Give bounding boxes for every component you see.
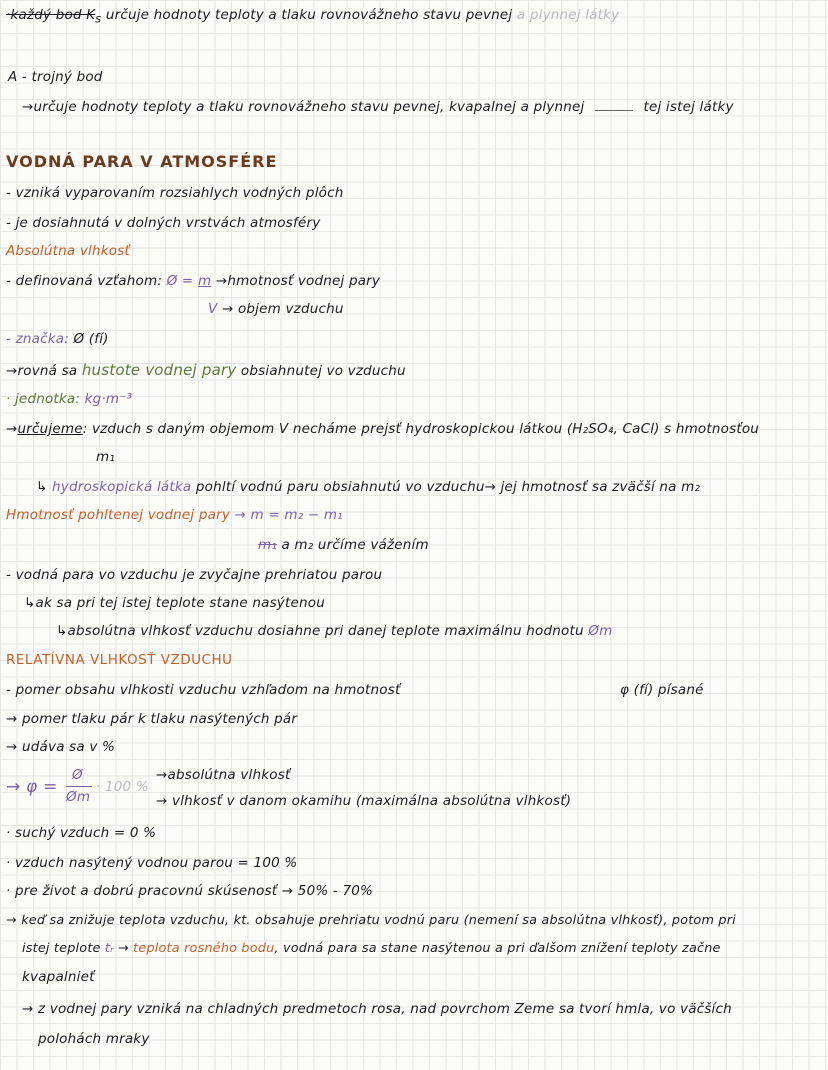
line-22-note: φ (fí) písané	[620, 682, 704, 698]
line-1-sub: s	[95, 12, 102, 26]
line-8	[6, 274, 380, 289]
line-33: polohách mraky	[38, 1031, 150, 1047]
line-17	[258, 538, 429, 553]
line-3-end: tej istej látky	[643, 99, 734, 115]
line-8-text: - definovaná vzťahom:	[6, 273, 163, 289]
line-11-highlight: hustote vodnej pary	[81, 361, 237, 379]
line-20	[56, 624, 612, 639]
formula-multiplier: · 100 %	[96, 779, 149, 795]
line-9	[208, 302, 344, 317]
line-1	[6, 8, 619, 26]
line-8-mass: m	[197, 273, 212, 289]
line-6: - je dosiahnutá v dolných vrstvách atmosféry	[6, 215, 321, 231]
line-31: kvapalnieť	[22, 969, 95, 985]
line-20-text: ↳absolútna vlhkosť vzduchu dosiahne pri danej teplote maximálnu hodnotu	[56, 623, 584, 639]
line-15-text: pohltí vodnú paru obsiahnutú vo vzduchu→ jej hmotnosť sa zväčší na m₂	[195, 479, 701, 495]
line-24: → udáva sa v %	[6, 739, 116, 755]
line-12-unit: kg·m⁻³	[84, 391, 133, 407]
line-30-end: , vodná para sa stane nasýtenou a pri ďalšom znížení teploty začne	[274, 941, 721, 956]
line-13-text: : vzduch s daným objemom V necháme prejsť hydroskopickou látkou (H₂SO₄, CaCl) s hmotnosťou	[82, 421, 760, 437]
line-15-arrow: ↳	[36, 479, 48, 495]
line-11	[6, 362, 406, 379]
line-8-note: →hmotnosť vodnej pary	[215, 273, 381, 289]
line-22-text: - pomer obsahu vlhkosti vzduchu vzhľadom na hmotnosť	[6, 682, 401, 698]
line-30	[22, 942, 721, 956]
line-16-formula: → m = m₂ − m₁	[234, 507, 343, 523]
line-17-text: a m₂ určíme vážením	[281, 537, 429, 553]
line-13	[6, 422, 759, 437]
line-16-heading: Hmotnosť pohltenej vodnej pary	[6, 507, 231, 523]
formula-denominator: Øm	[66, 789, 91, 805]
line-32: → z vodnej pary vzniká na chladných predmetoch rosa, nad povrchom Zeme sa tvorí hmla, vo väčších	[22, 1001, 732, 1017]
line-14: m₁	[96, 449, 115, 465]
line-1-start: ·každý bod K	[6, 7, 96, 23]
line-10-value: Ø (fí)	[73, 331, 109, 347]
line-30-start: istej teplote	[22, 941, 101, 956]
line-1-text: určuje hodnoty teploty a tlaku rovnovážneho stavu pevnej	[105, 7, 513, 23]
line-29: → keď sa znižuje teplota vzduchu, kt. obsahuje prehriatu vodnú paru (nemení sa absolútna vlhkosť), potom pri	[6, 913, 736, 928]
line-15	[36, 480, 700, 495]
line-5: - vzniká vyparovaním rozsiahlych vodných plôch	[6, 185, 344, 201]
line-17-mass: m₁	[258, 537, 277, 553]
line-15-highlight: hydroskopická látka	[52, 479, 192, 495]
relative-humidity-formula: → φ =	[6, 777, 58, 797]
line-23: → pomer tlaku pár k tlaku nasýtených pár	[6, 711, 298, 727]
formula-fraction-bar	[66, 786, 92, 787]
formula-note-2: → vlhkosť v danom okamihu (maximálna absolútna vlhkosť)	[156, 793, 572, 809]
formula-note-1: →absolútna vlhkosť	[156, 767, 291, 783]
line-28: · pre život a dobrú pracovnú skúsenosť → 50% - 70%	[6, 883, 374, 899]
heading-absolute-humidity: Absolútna vlhkosť	[6, 243, 130, 259]
line-19: ↳ak sa pri tej istej teplote stane nasýtenou	[24, 595, 325, 611]
line-30-dew-point: teplota rosného bodu	[133, 941, 275, 956]
line-18: - vodná para vo vzduchu je zvyčajne prehriatou parou	[6, 567, 383, 583]
line-11-end: obsiahnutej vo vzduchu	[240, 363, 406, 379]
line-11-start: →rovná sa	[6, 363, 78, 379]
line-2: A - trojný bod	[8, 69, 103, 85]
line-9-volume: V	[208, 301, 218, 317]
heading-water-vapor: VODNÁ PARA V ATMOSFÉRE	[6, 152, 278, 171]
line-3	[22, 100, 734, 115]
line-13-arrow: →	[6, 421, 18, 437]
line-8-formula: Ø =	[166, 273, 194, 289]
line-16	[6, 508, 343, 523]
line-12-label: · jednotka:	[6, 391, 81, 407]
line-3-text: →určuje hodnoty teploty a tlaku rovnovážneho stavu pevnej, kvapalnej a plynnej	[22, 99, 585, 115]
line-20-symbol: Øm	[588, 623, 613, 639]
line-1-faded: a plynnej látky	[516, 7, 620, 23]
line-27: · vzduch nasýtený vodnou parou = 100 %	[6, 855, 298, 871]
line-26: · suchý vzduch = 0 %	[6, 825, 157, 841]
heading-relative-humidity: RELATÍVNA VLHKOSŤ VZDUCHU	[6, 652, 233, 668]
line-9-note: → objem vzduchu	[221, 301, 344, 317]
formula-numerator: Ø	[72, 767, 83, 783]
line-10-label: - značka:	[6, 331, 69, 347]
line-12	[6, 392, 132, 407]
line-13-key: určujeme	[17, 421, 83, 437]
line-30-arrow: →	[117, 941, 129, 956]
line-10	[6, 332, 109, 347]
line-30-symbol: tᵣ	[104, 941, 114, 956]
line-3-blank	[595, 110, 633, 111]
